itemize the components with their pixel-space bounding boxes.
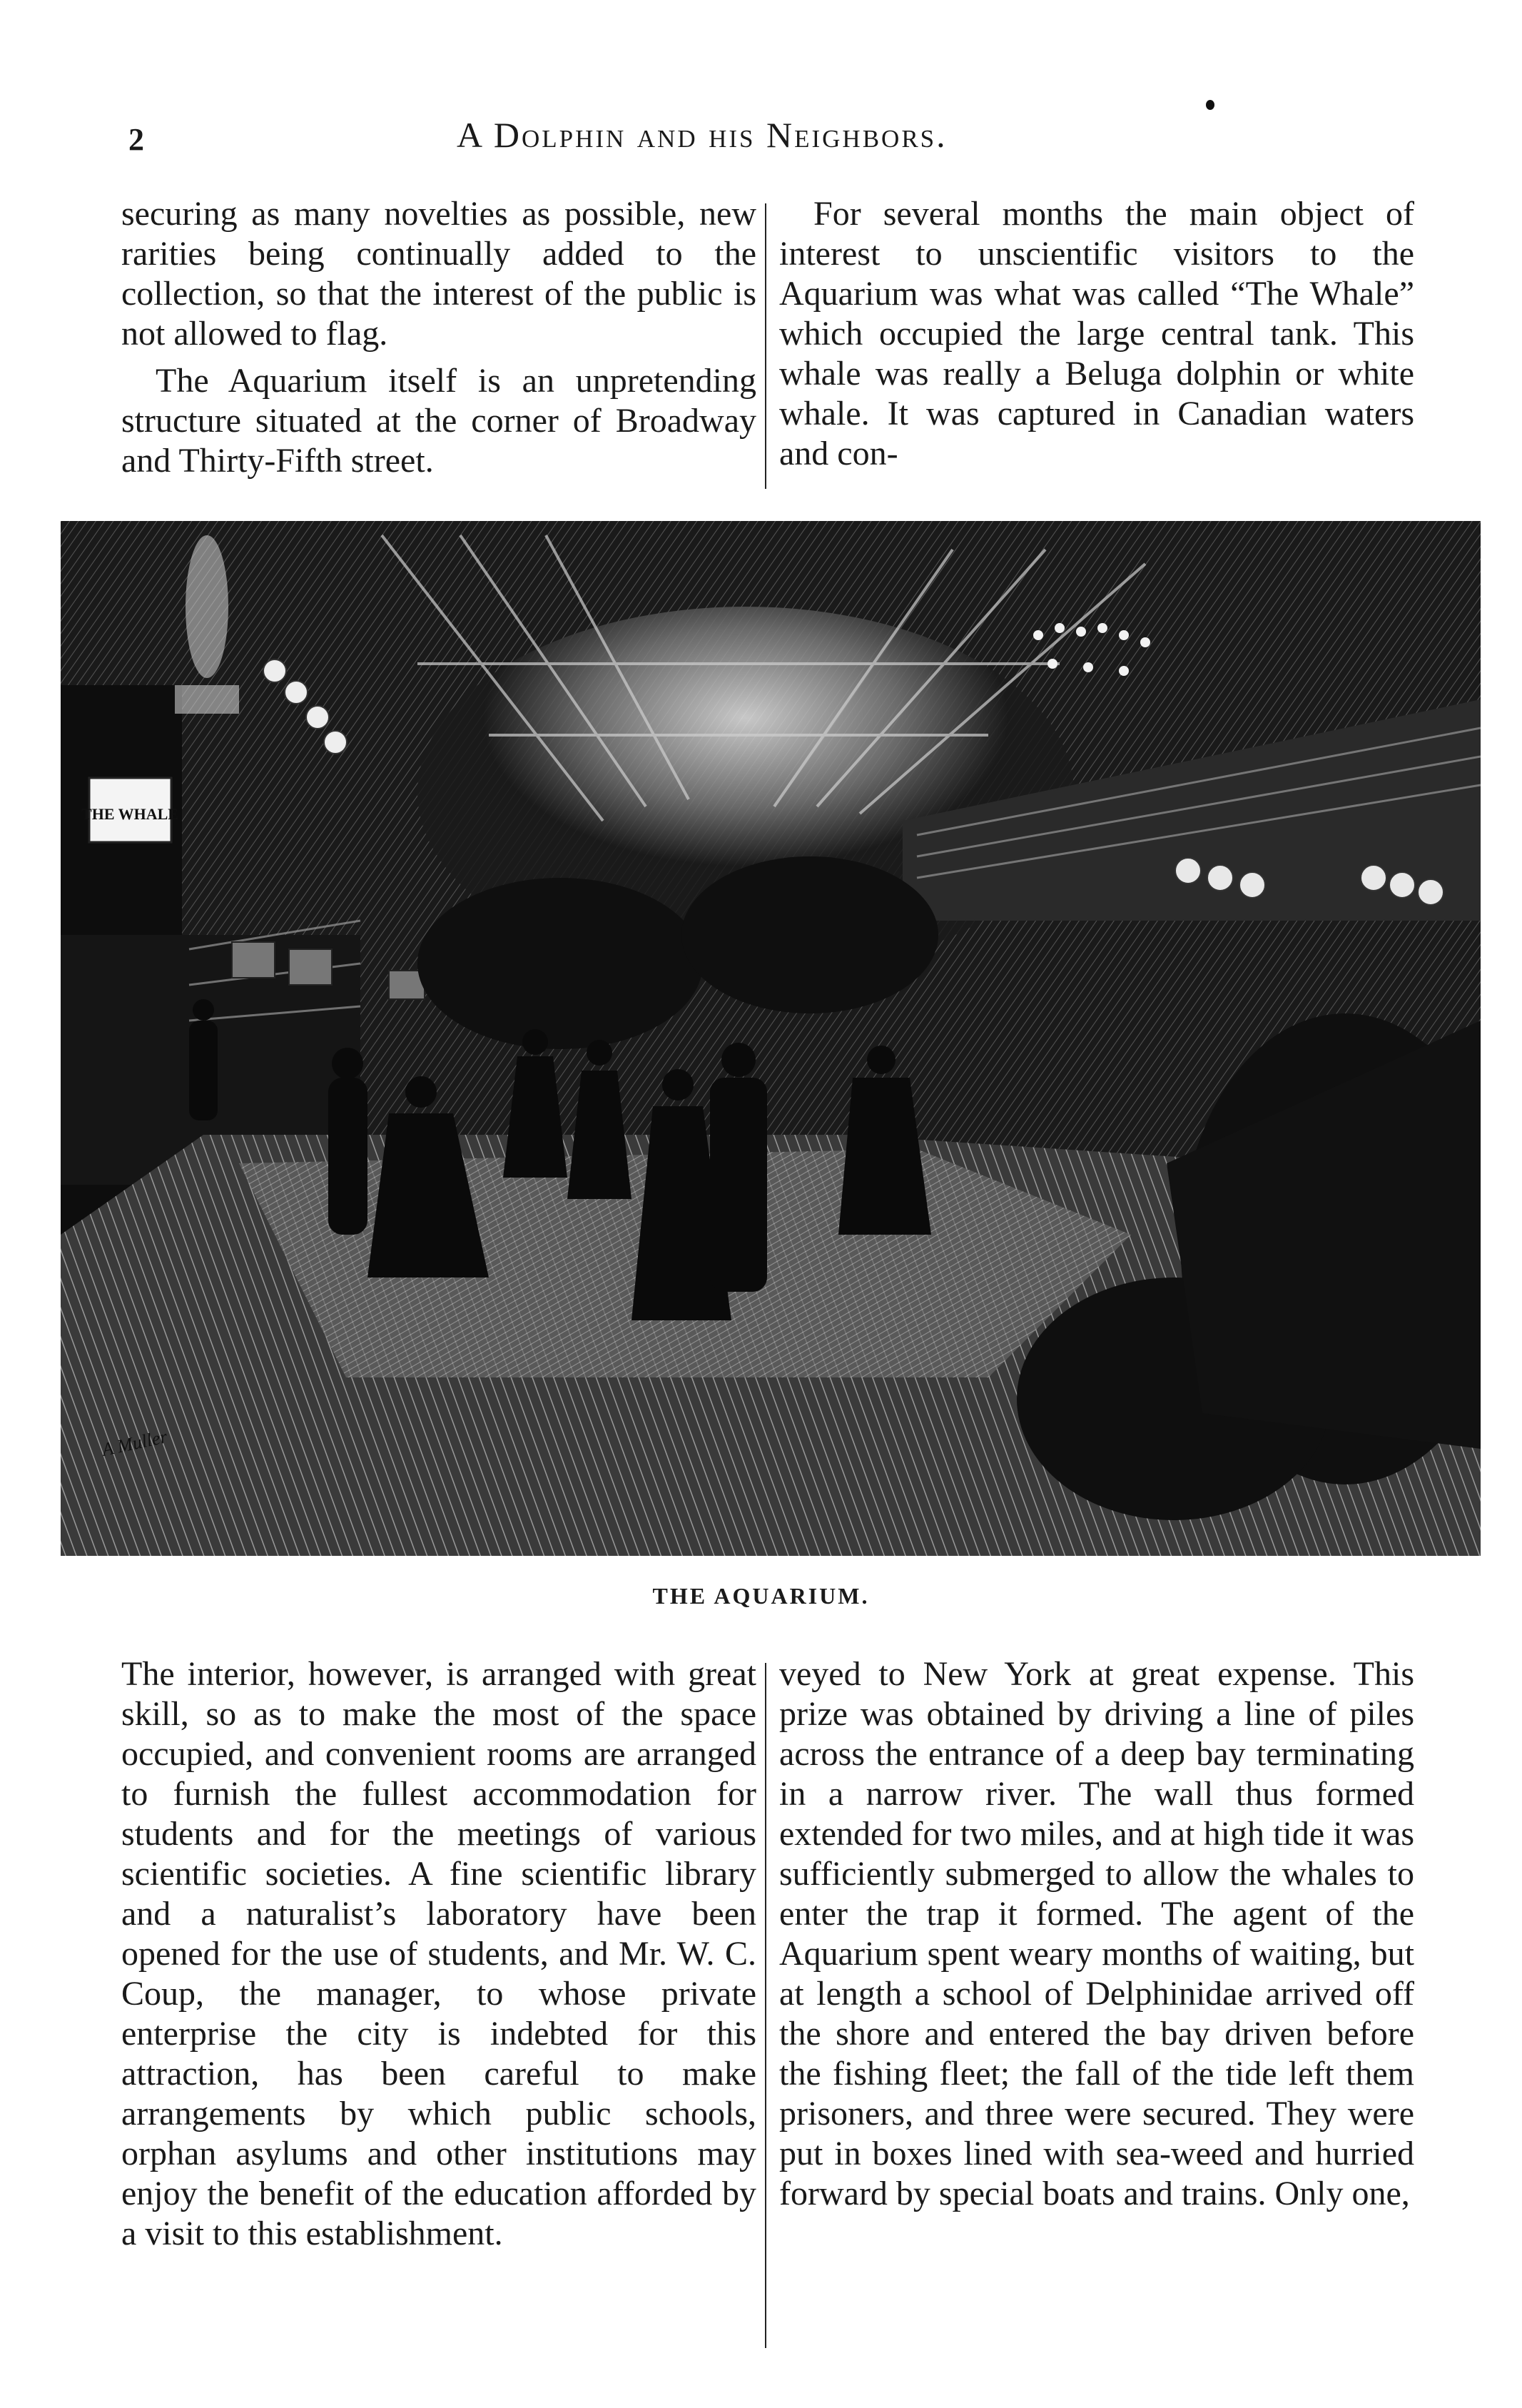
svg-text:A Muller: A Muller [100, 1426, 169, 1460]
ink-speck [1206, 100, 1214, 110]
paragraph: The interior, however, is arranged with great skill, so as to make the most of the space occupied, and convenient rooms are arranged to furnish the fullest accommodation for students and for the meetings of various scientific societies. A fine scientific library and a naturalist’s laboratory have been opened for the use of students, and Mr. W. C. Coup, the manager, to whose private enterprise the city is indebted for this attraction, has been careful to make arrangements by which public schools, orphan asylums and other institutions may enjoy the benefit of the education afforded by a visit to this establishment. [121, 1655, 756, 2252]
paragraph: veyed to New York at great expense. This prize was obtained by driving a line of piles across the entrance of a deep bay terminating in a narrow river. The wall thus formed extended for two miles, and at high tide it was sufficiently submerged to allow the whales to enter the trap it formed. The agent of the Aquarium spent weary months of waiting, but at length a school of Delphinidae arrived off the shore and entered the bay driven before the fishing fleet; the fall of the tide left them prisoners, and three were secured. They were put in boxes lined with sea-weed and hurried forward by special boats and trains. Only one, [779, 1655, 1414, 2212]
aquarium-engraving-illustration [61, 521, 1481, 1556]
paragraph: For several months the main object of interest to unscientific visitors to the Aquarium was what was called “The Whale” which occupied the large central tank. This whale was really a Beluga dolphin or white whale. It was captured in Canadian waters and con- [779, 195, 1414, 472]
paragraph: The Aquarium itself is an unpretending structure situated at the corner of Broadway and Thirty-Fifth street. [121, 362, 756, 480]
top-left-column [121, 194, 756, 488]
figure-caption: THE AQUARIUM. [652, 1583, 870, 1609]
aquarium-illustration [61, 521, 1481, 1556]
top-right-column [779, 194, 1414, 481]
column-divider [765, 1663, 766, 2348]
bottom-left-column [121, 1654, 756, 2261]
paragraph: securing as many novelties as possible, new rarities being continually added to the collection, so that the interest of the public is not allowed to flag. [121, 195, 756, 353]
bottom-right-column [779, 1654, 1414, 2221]
page-number: 2 [128, 122, 144, 157]
whale-sign-text: THE WHALE [81, 805, 178, 823]
running-head: A Dolphin and his Neighbors. [457, 115, 948, 155]
column-divider [765, 203, 766, 489]
